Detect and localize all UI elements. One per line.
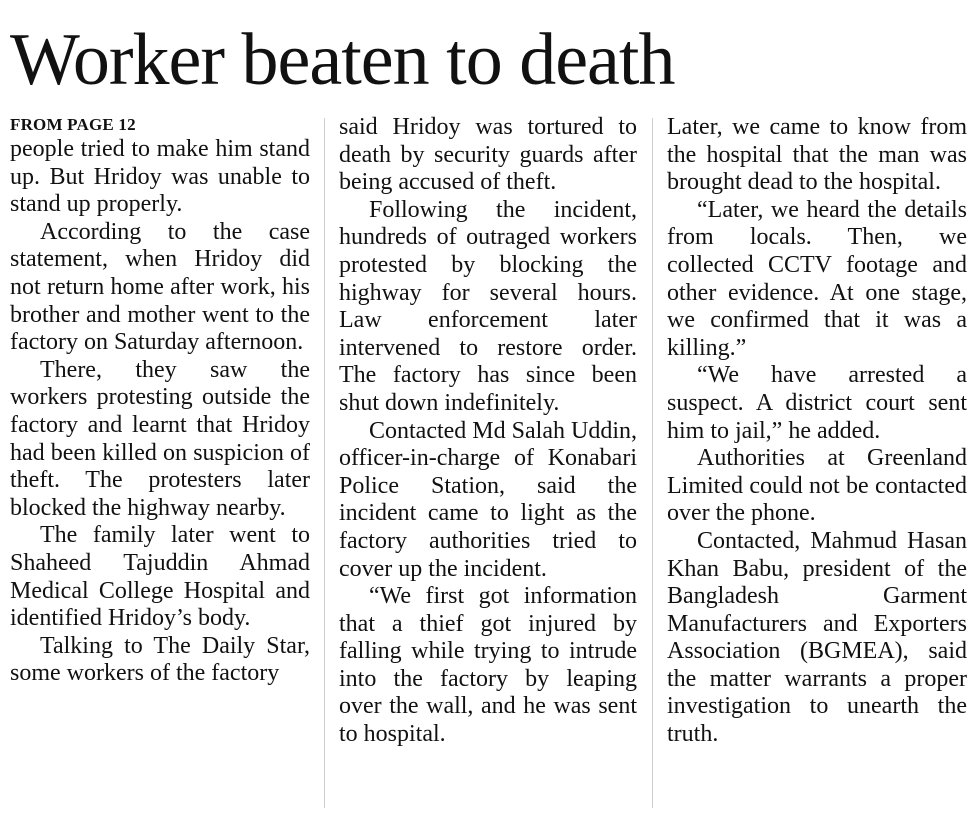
paragraph: The family later went to Shaheed Tajuddin Ahmad Medical College Hospital and identified Hridoy’s body. (10, 522, 310, 632)
article-column-2 (339, 114, 637, 749)
paragraph: Talking to The Daily Star, some workers of the factory (10, 632, 310, 687)
paragraph: “Later, we heard the details from locals. Then, we collected CCTV footage and other evidence. At one stage, we confirmed that it was a killing.” (667, 196, 967, 361)
article-column-3 (667, 114, 967, 749)
paragraph: Following the incident, hundreds of outraged workers protested by blocking the highway for several hours. Law enforcement later intervened to restore order. The factory has since been shut down indefinitely. (339, 196, 637, 416)
column-divider (324, 118, 325, 808)
continuation-kicker: FROM PAGE 12 (10, 115, 136, 134)
paragraph: There, they saw the workers protesting outside the factory and learnt that Hridoy had been killed on suspicion of theft. The protesters later blocked the highway nearby. (10, 356, 310, 521)
column-divider (652, 118, 653, 808)
headline: Worker beaten to death (10, 19, 675, 101)
paragraph: Contacted, Mahmud Hasan Khan Babu, president of the Bangladesh Garment Manufacturers and Exporters Association (BGMEA), said the matter warrants a proper investigation to unearth the truth. (667, 527, 967, 748)
article-column-1 (10, 114, 310, 688)
paragraph: Authorities at Greenland Limited could not be contacted over the phone. (667, 445, 967, 527)
paragraph: people tried to make him stand up. But Hridoy was unable to stand up properly. (10, 136, 310, 218)
paragraph: According to the case statement, when Hridoy did not return home after work, his brother and mother went to the factory on Saturday afternoon. (10, 218, 310, 356)
paragraph: Later, we came to know from the hospital that the man was brought dead to the hospital. (667, 114, 967, 196)
paragraph: “We first got information that a thief got injured by falling while trying to intrude into the factory by leaping over the wall, and he was sent to hospital. (339, 583, 637, 748)
paragraph: said Hridoy was tortured to death by security guards after being accused of theft. (339, 114, 637, 196)
paragraph: Contacted Md Salah Uddin, officer-in-charge of Konabari Police Station, said the incident came to light as the factory authorities tried to cover up the incident. (339, 417, 637, 582)
paragraph: “We have arrested a suspect. A district court sent him to jail,” he added. (667, 362, 967, 444)
